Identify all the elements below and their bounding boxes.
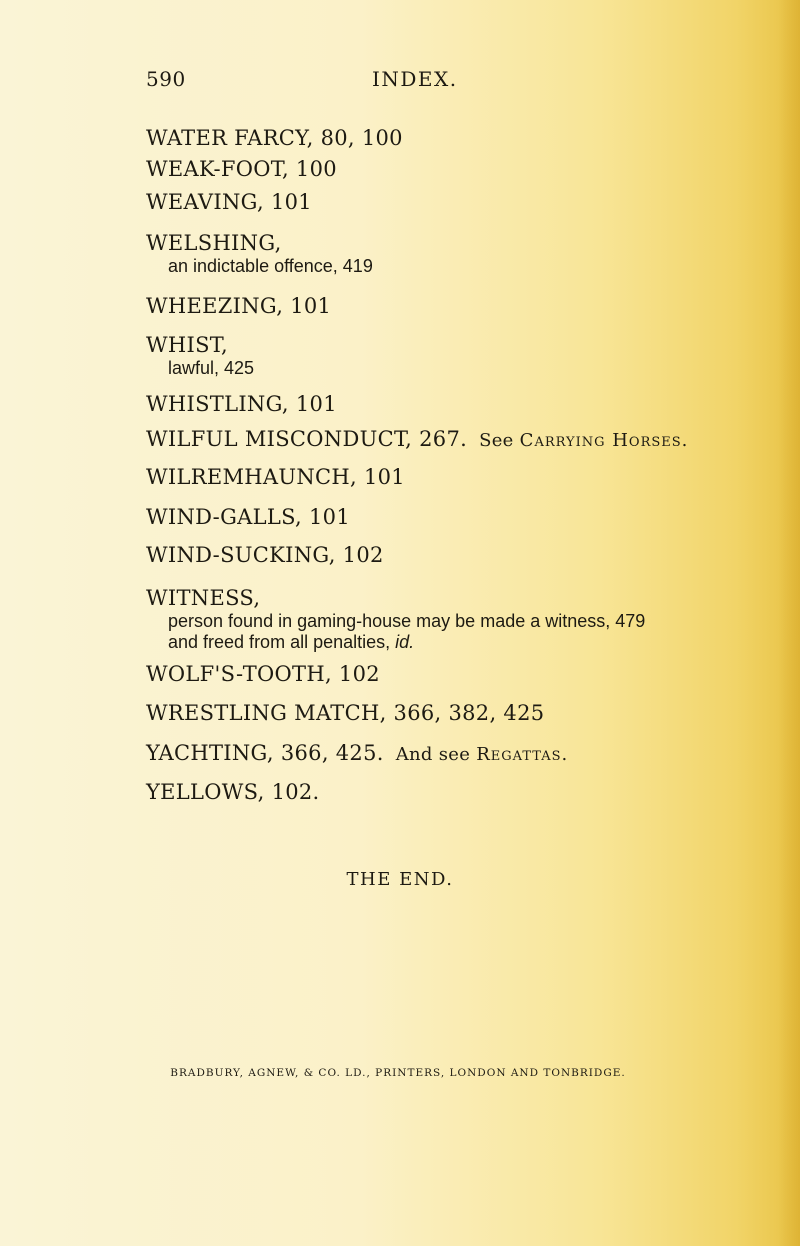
cross-reference: Carrying Horses. — [519, 430, 689, 451]
entry-heading: WITNESS, — [146, 586, 261, 610]
index-entry — [146, 293, 766, 319]
index-entry — [146, 391, 766, 417]
index-entry — [146, 779, 766, 805]
ibid-reference: id. — [395, 632, 415, 652]
entry-heading: WEAVING, 101 — [146, 190, 312, 214]
index-entry — [146, 740, 766, 768]
entry-heading: WHIST, — [146, 333, 228, 357]
index-entry — [146, 125, 766, 151]
entry-heading: WILFUL MISCONDUCT, 267. — [146, 427, 468, 451]
entry-heading: WHEEZING, 101 — [146, 294, 332, 318]
entry-heading: YELLOWS, 102. — [146, 780, 320, 804]
see-prefix: And see — [395, 744, 471, 765]
index-entry — [146, 332, 766, 379]
index-entry — [146, 426, 766, 454]
entry-heading: WIND-GALLS, 101 — [146, 505, 350, 529]
entry-heading: WILREMHAUNCH, 101 — [146, 465, 405, 489]
index-entry — [146, 700, 766, 726]
entry-subentry: person found in gaming-house may be made a witness, 479 — [168, 611, 646, 631]
index-entry — [146, 230, 766, 277]
index-entry — [146, 542, 766, 568]
entry-heading: WATER FARCY, 80, 100 — [146, 126, 403, 150]
printer-imprint: BRADBURY, AGNEW, & CO. LD., PRINTERS, LONDON AND TONBRIDGE. — [170, 1067, 626, 1079]
entry-heading: WIND-SUCKING, 102 — [146, 543, 384, 567]
entry-heading: WELSHING, — [146, 231, 282, 255]
running-title: INDEX. — [372, 67, 458, 91]
closing-text: THE END. — [346, 869, 454, 890]
entry-heading: WHISTLING, 101 — [146, 392, 337, 416]
index-entry — [146, 156, 766, 182]
index-entry — [146, 504, 766, 530]
see-prefix: See — [479, 430, 514, 451]
entry-subentry-cont: and freed from all penalties, — [168, 632, 391, 652]
page-number: 590 — [146, 67, 186, 91]
cross-reference: Regattas. — [476, 744, 569, 765]
entry-heading: WEAK-FOOT, 100 — [146, 157, 337, 181]
entry-heading: YACHTING, 366, 425. — [146, 741, 384, 765]
index-entry — [146, 464, 766, 490]
index-entry — [146, 661, 766, 687]
entry-subentry: an indictable offence, 419 — [168, 256, 373, 276]
page-header — [146, 67, 666, 97]
entry-heading: WRESTLING MATCH, 366, 382, 425 — [146, 701, 545, 725]
page-edge-shading — [778, 0, 800, 1246]
entry-heading: WOLF'S-TOOTH, 102 — [146, 662, 380, 686]
entry-subentry: lawful, 425 — [168, 358, 255, 378]
index-entry — [146, 585, 766, 653]
index-entry — [146, 189, 766, 215]
